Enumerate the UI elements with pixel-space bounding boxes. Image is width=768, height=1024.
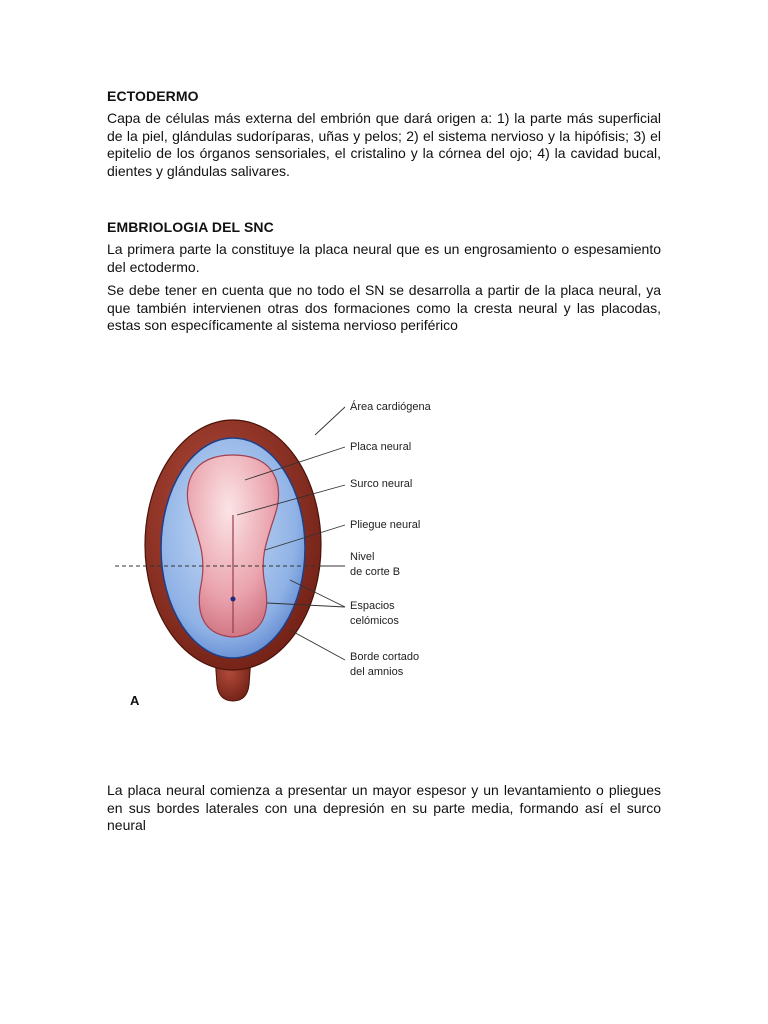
embryo-diagram <box>115 385 445 715</box>
label-surco-neural: Surco neural <box>350 478 413 490</box>
label-celomicos: celómicos <box>350 615 399 627</box>
paragraph-desarrollo-sn: Se debe tener en cuenta que no todo el SN se desarrolla a partir de la placa neural, ya que también intervienen otras dos formaciones como la cresta neural y las placodas, estas son específicamente al sistema nervioso periférico <box>107 282 661 333</box>
paragraph-ectodermo: Capa de células más externa del embrión que dará origen a: 1) la parte más superficial de la piel, glándulas sudoríparas, uñas y pelos; 2) el sistema nervioso y la hipófisis; 3) el epitelio de los órganos sensoriales, el cristalino y la córnea del ojo; 4) la cavidad bucal, dientes y glándulas salivares. <box>107 110 661 179</box>
section-ectodermo <box>107 88 661 186</box>
section-surco-neural <box>107 782 661 841</box>
label-nivel: Nivel <box>350 551 375 563</box>
label-espacios: Espacios <box>350 600 395 612</box>
embryo-figure <box>115 385 445 715</box>
label-borde-cortado: Borde cortado <box>350 651 420 663</box>
label-placa-neural: Placa neural <box>350 441 412 453</box>
section-title-ectodermo: ECTODERMO <box>107 88 199 104</box>
paragraph-placa-neural: La primera parte la constituye la placa neural que es un engrosamiento o espesamiento del ectodermo. <box>107 241 661 275</box>
section-embriologia <box>107 219 661 341</box>
paragraph-surco-neural: La placa neural comienza a presentar un mayor espesor y un levantamiento o pliegues en sus bordes laterales con una depresión en su parte media, formando así el surco neural <box>107 782 661 833</box>
section-title-embriologia: EMBRIOLOGIA DEL SNC <box>107 219 274 235</box>
label-area-cardiogena: Área cardiógena <box>350 401 431 413</box>
label-pliegue-neural: Pliegue neural <box>350 519 421 531</box>
primitive-node-dot <box>231 597 236 602</box>
label-de-corte-b: de corte B <box>350 566 401 578</box>
panel-letter: A <box>130 693 140 708</box>
label-del-amnios: del amnios <box>350 666 404 678</box>
